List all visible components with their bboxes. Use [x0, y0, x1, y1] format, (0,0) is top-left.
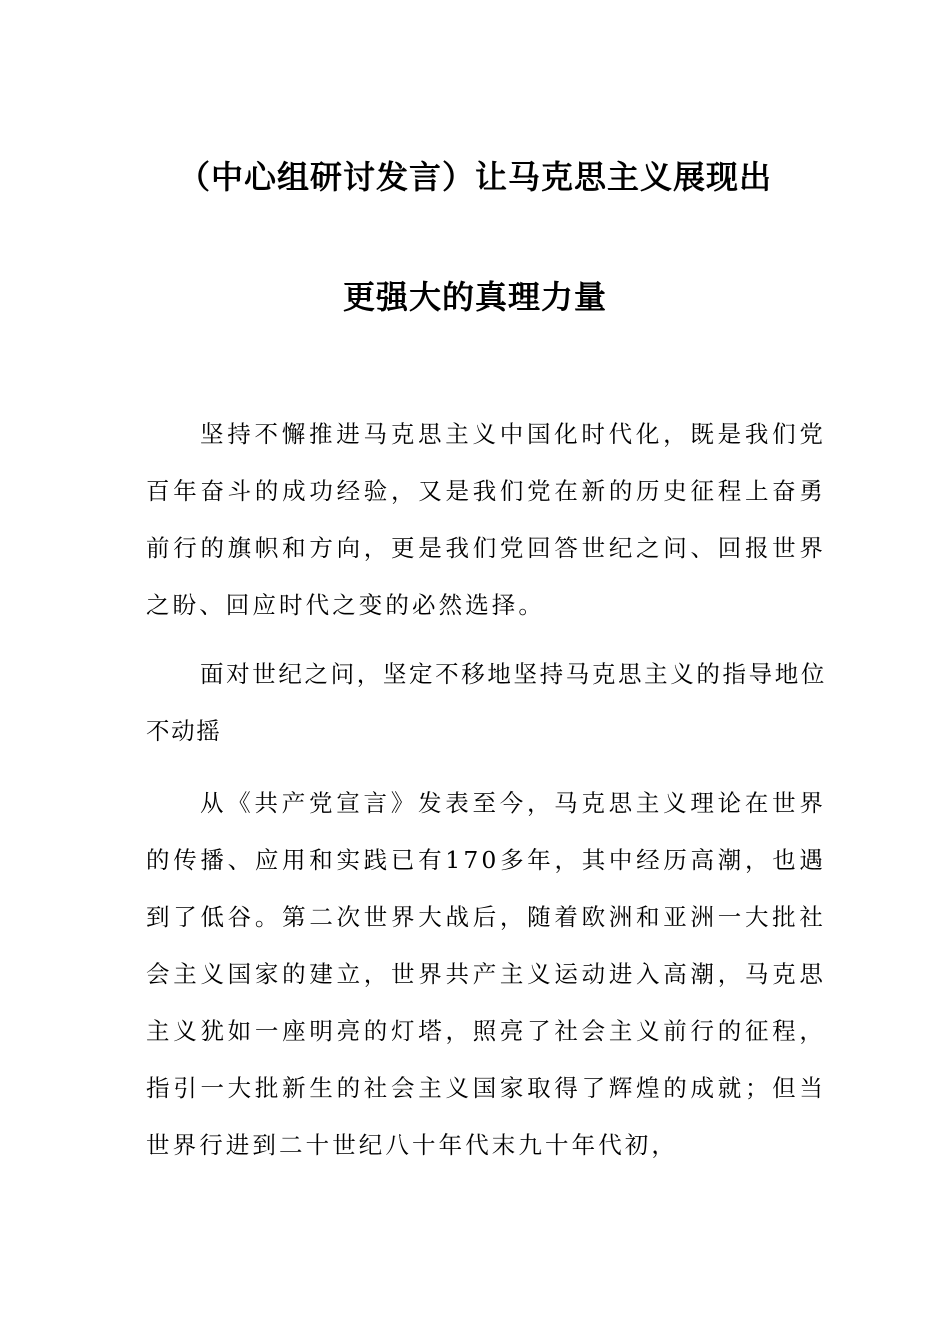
- document-title-line-1: （中心组研讨发言）让马克思主义展现出: [177, 158, 772, 196]
- section-heading: 面对世纪之问，坚定不移地坚持马克思主义的指导地位不动摇: [146, 660, 826, 745]
- body-paragraph-2: 从《共产党宣言》发表至今，马克思主义理论在世界的传播、应用和实践已有170多年，其中经历高潮，也遇到了低谷。第二次世界大战后，随着欧洲和亚洲一大批社会主义国家的建立，世界共产主义运动进入高潮，马克思主义犹如一座明亮的灯塔，照亮了社会主义前行的征程，指引一大批新生的社会主义国家取得了辉煌的成就；但当世界行进到二十世纪八十年代末九十年代初，: [146, 789, 826, 1159]
- body-paragraph-1: 坚持不懈推进马克思主义中国化时代化，既是我们党百年奋斗的成功经验，又是我们党在新的历史征程上奋勇前行的旗帜和方向，更是我们党回答世纪之问、回报世界之盼、回应时代之变的必然选择。: [146, 420, 826, 619]
- document-title-line-2: 更强大的真理力量: [342, 278, 607, 316]
